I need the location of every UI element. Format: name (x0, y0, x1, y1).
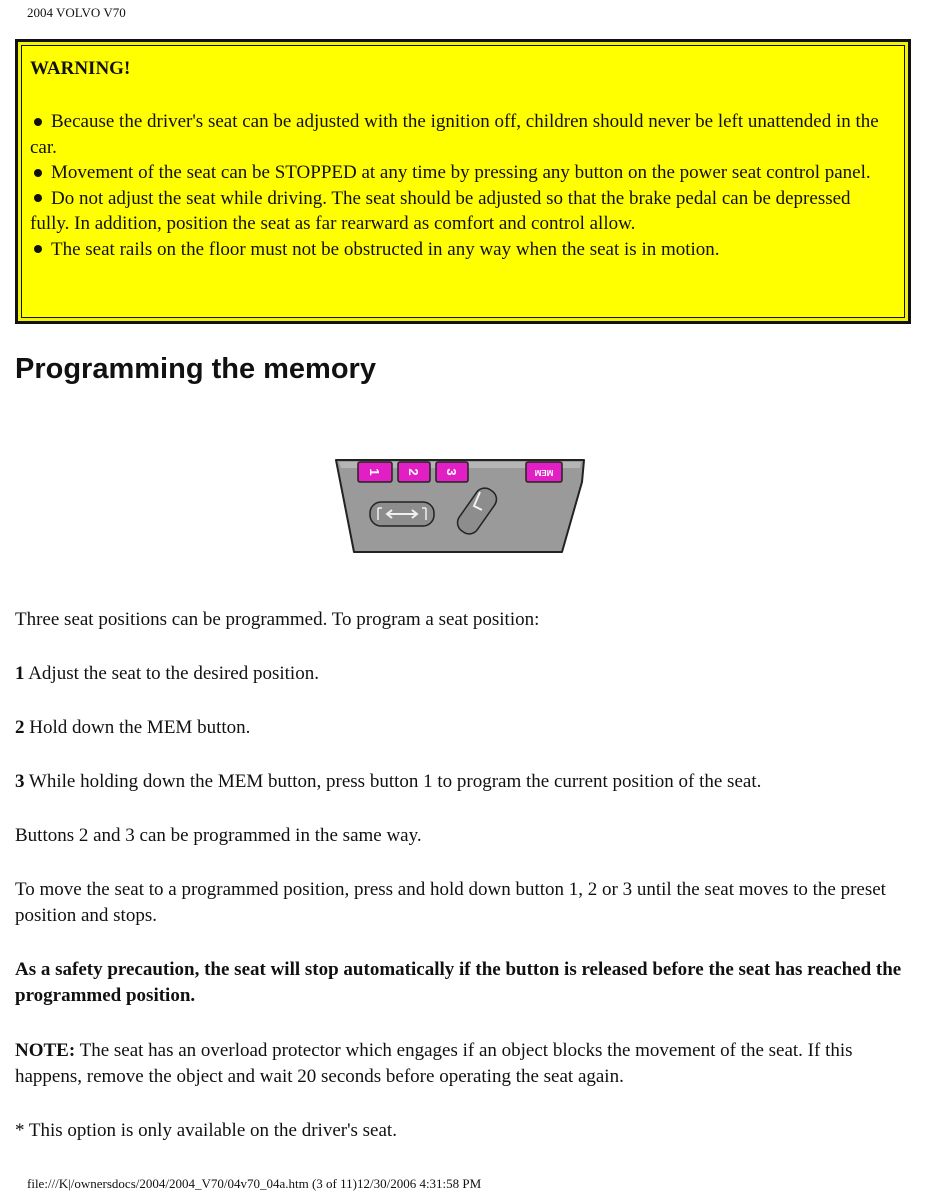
step-number: 3 (15, 771, 25, 792)
warning-list (30, 109, 885, 262)
buttons-note: Buttons 2 and 3 can be programmed in the same way. (15, 825, 422, 846)
warning-title: WARNING! (30, 58, 131, 79)
note-label: NOTE: (15, 1040, 76, 1061)
mem-button (526, 462, 562, 482)
warning-inner-frame (21, 45, 905, 318)
step-text: Hold down the MEM button. (24, 717, 251, 738)
warning-item (30, 186, 885, 237)
document-header: 2004 VOLVO V70 (27, 5, 126, 20)
step-2 (15, 715, 915, 741)
step-text: While holding down the MEM button, press button 1 to program the current position of the seat. (24, 771, 762, 792)
step-number: 1 (15, 663, 25, 684)
memory-button-2-label: 2 (406, 468, 421, 476)
document-footer-path: file:///K|/ownersdocs/2004/2004_V70/04v70_04a.htm (3 of 11)12/30/2006 4:31:58 PM (27, 1176, 482, 1191)
step-text: Adjust the seat to the desired position. (24, 663, 319, 684)
memory-button-3 (436, 462, 468, 482)
bullet-icon (34, 118, 42, 126)
memory-button-3-label: 3 (444, 468, 459, 476)
warning-box (15, 39, 911, 324)
warning-item-text: Do not adjust the seat while driving. The seat should be adjusted so that the brake pedal can be depressed fully. In addition, position the seat as far rearward as comfort and control allow. (30, 187, 851, 234)
warning-item (30, 237, 885, 263)
move-instructions: To move the seat to a programmed position, press and hold down button 1, 2 or 3 until the seat moves to the preset position and stops. (15, 879, 886, 926)
note-text: The seat has an overload protector which engages if an object blocks the movement of the seat. If this happens, remove the object and wait 20 seconds before operating the seat again. (15, 1040, 853, 1087)
safety-precaution: As a safety precaution, the seat will stop automatically if the button is released before the seat has reached the programmed position. (15, 959, 902, 1006)
step-number: 2 (15, 717, 25, 738)
bullet-icon (34, 169, 42, 177)
memory-button-2 (398, 462, 430, 482)
note-paragraph (15, 1038, 915, 1089)
memory-button-1 (358, 462, 392, 482)
mem-button-label: MEM (534, 468, 554, 477)
warning-item-text: Movement of the seat can be STOPPED at any time by pressing any button on the power seat control panel. (51, 162, 871, 183)
memory-button-1-label: 1 (367, 468, 382, 476)
seat-slide-control (370, 502, 434, 526)
seat-control-panel-illustration (330, 456, 590, 558)
section-title: Programming the memory (15, 353, 376, 385)
warning-item-text: Because the driver's seat can be adjusted with the ignition off, children should never be left unattended in the car. (30, 111, 879, 158)
step-1 (15, 661, 915, 687)
warning-item (30, 109, 885, 160)
warning-item-text: The seat rails on the floor must not be obstructed in any way when the seat is in motion. (51, 238, 720, 260)
step-3 (15, 769, 915, 795)
bullet-icon (34, 245, 42, 253)
bullet-icon (34, 194, 42, 202)
intro-paragraph: Three seat positions can be programmed. To program a seat position: (15, 609, 540, 630)
warning-item (30, 160, 885, 186)
option-note: * This option is only available on the driver's seat. (15, 1120, 397, 1141)
